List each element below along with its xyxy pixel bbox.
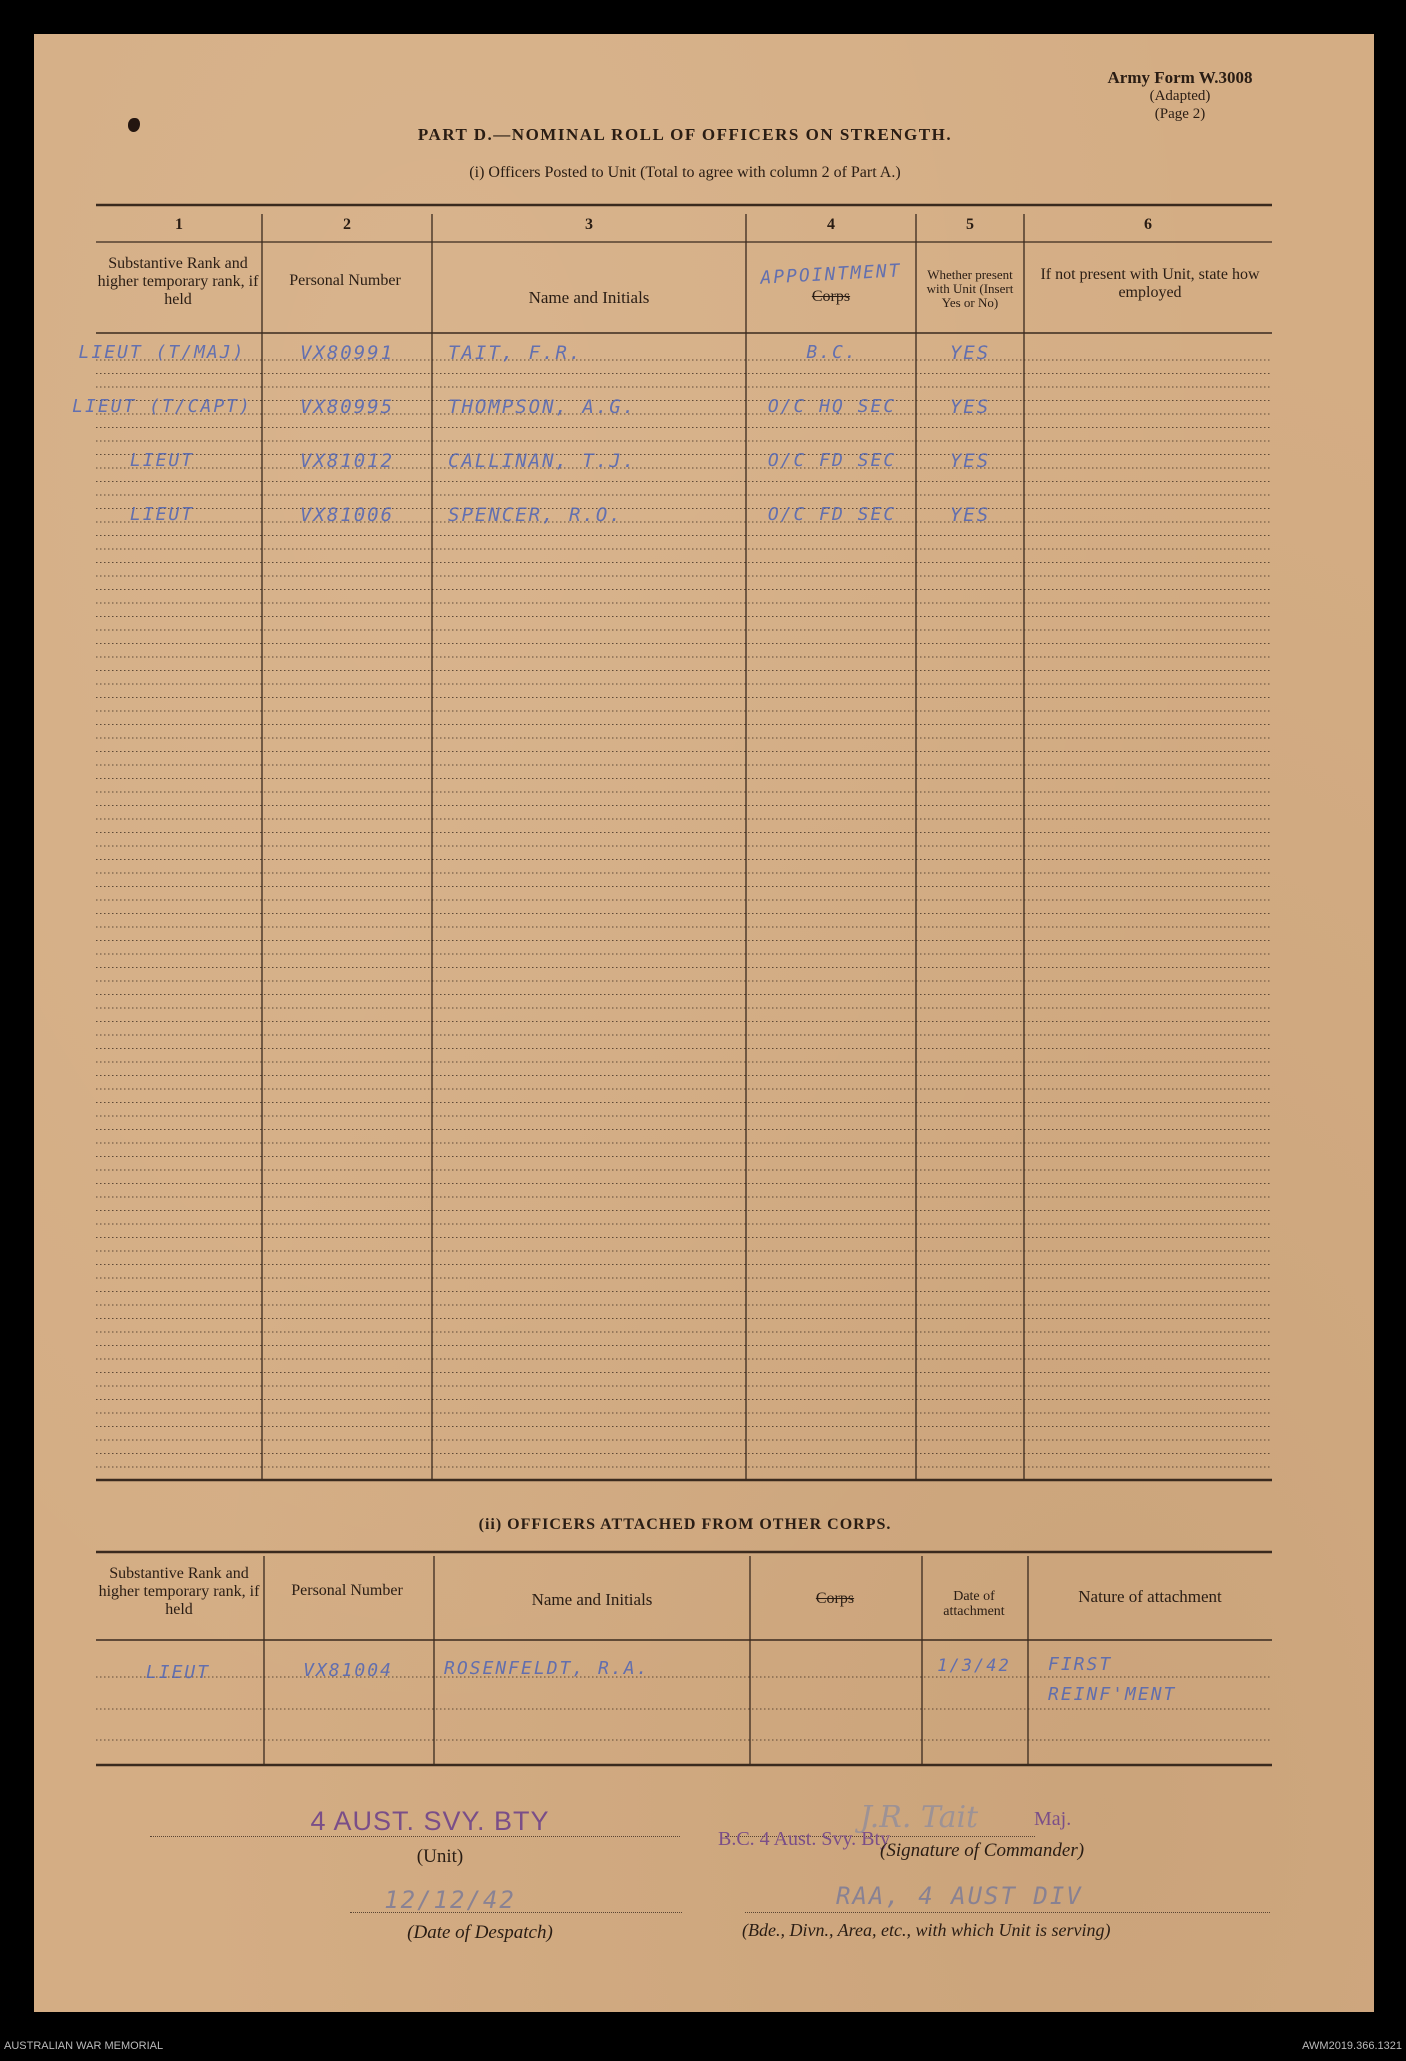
t1-corps-cell: O/C FD SEC — [767, 504, 897, 525]
t1-corps-cell: O/C FD SEC — [767, 450, 897, 471]
t2-header-nature: Nature of attachment — [1078, 1587, 1222, 1606]
section2-title: (ii) OFFICERS ATTACHED FROM OTHER CORPS. — [478, 1516, 892, 1533]
footer-left: AUSTRALIAN WAR MEMORIAL — [4, 2040, 164, 2052]
header-personal-number: Personal Number — [289, 272, 401, 289]
col-number-3: 3 — [585, 216, 593, 233]
t1-name-cell: THOMPSON, A.G. — [448, 396, 637, 418]
header-employed: If not present with Unit, state how employed — [1040, 266, 1260, 301]
commander-stamp: B.C. 4 Aust. Svy. Bty — [718, 1828, 891, 1850]
section1-title: (i) Officers Posted to Unit (Total to agree with column 2 of Part A.) — [469, 164, 901, 181]
rank-suffix: Maj. — [1034, 1808, 1072, 1830]
header-present: Whether present with Unit (Insert Yes or No) — [926, 267, 1014, 310]
date-dotted-line — [350, 1912, 682, 1913]
t1-rank-cell: LIEUT — [129, 450, 195, 471]
t1-number-cell: VX80995 — [299, 396, 395, 418]
t1-name-cell: CALLINAN, T.J. — [448, 450, 637, 472]
form-id: Army Form W.3008 — [1107, 68, 1253, 87]
t2-nature-line1: FIRST — [1048, 1654, 1113, 1675]
part-title: PART D.—NOMINAL ROLL OF OFFICERS ON STRENGTH. — [417, 125, 953, 144]
col-number-2: 2 — [343, 216, 351, 233]
t2-header-name: Name and Initials — [531, 1590, 653, 1609]
t2-header-rank: Substantive Rank and higher temporary rank, if held — [98, 1565, 260, 1618]
header-rank: Substantive Rank and higher temporary rank, if held — [97, 255, 259, 308]
col-number-4: 4 — [827, 216, 835, 233]
t1-corps-cell: O/C HQ SEC — [767, 396, 897, 417]
col-number-1: 1 — [175, 216, 183, 233]
t2-nature-line2: REINF'MENT — [1048, 1684, 1177, 1705]
t2-header-corps: Corps — [815, 1590, 855, 1607]
header-corps-handwritten: APPOINTMENT — [759, 260, 903, 289]
t1-present-cell: YES — [949, 342, 991, 364]
form-adapted: (Adapted) — [1149, 88, 1211, 104]
t1-rank-cell: LIEUT (T/MAJ) — [78, 342, 246, 363]
t2-header-personal-number: Personal Number — [291, 1582, 403, 1599]
date-value: 12/12/42 — [384, 1886, 516, 1914]
date-label: (Date of Despatch) — [407, 1922, 553, 1943]
col-number-6: 6 — [1144, 216, 1152, 233]
unit-dotted-line — [150, 1836, 680, 1837]
t2-number-cell: VX81004 — [303, 1660, 393, 1681]
commander-signature: J.R. Tait — [860, 1800, 979, 1835]
t1-present-cell: YES — [949, 396, 991, 418]
unit-value: 4 AUST. SVY. BTY — [310, 1806, 550, 1836]
formation-value: RAA, 4 AUST DIV — [836, 1882, 1083, 1910]
t1-rank-cell: LIEUT — [129, 504, 195, 525]
unit-label: (Unit) — [416, 1846, 464, 1867]
col-number-5: 5 — [966, 216, 974, 233]
t2-header-date: Date of attachment — [943, 1589, 1005, 1619]
formation-label: (Bde., Divn., Area, etc., with which Unit is serving) — [742, 1920, 1111, 1940]
t2-rank-cell: LIEUT — [145, 1662, 211, 1683]
commander-label: (Signature of Commander) — [880, 1840, 1085, 1861]
t1-name-cell: SPENCER, R.O. — [448, 504, 623, 526]
t1-present-cell: YES — [949, 450, 991, 472]
t1-rank-cell: LIEUT (T/CAPT) — [72, 396, 252, 417]
t1-number-cell: VX81012 — [299, 450, 395, 472]
form-page: (Page 2) — [1154, 106, 1206, 122]
formation-dotted-line — [745, 1912, 1270, 1913]
t2-name-cell: ROSENFELDT, R.A. — [444, 1658, 650, 1679]
t1-number-cell: VX80991 — [299, 342, 395, 364]
t1-corps-cell: B.C. — [806, 342, 858, 363]
footer-right: AWM2019.366.1321 — [1302, 2040, 1402, 2052]
header-corps: Corps — [811, 288, 851, 305]
t1-present-cell: YES — [949, 504, 991, 526]
t1-number-cell: VX81006 — [299, 504, 395, 526]
t1-name-cell: TAIT, F.R. — [448, 342, 583, 364]
t2-date-cell: 1/3/42 — [937, 1656, 1011, 1676]
header-name: Name and Initials — [528, 288, 650, 307]
